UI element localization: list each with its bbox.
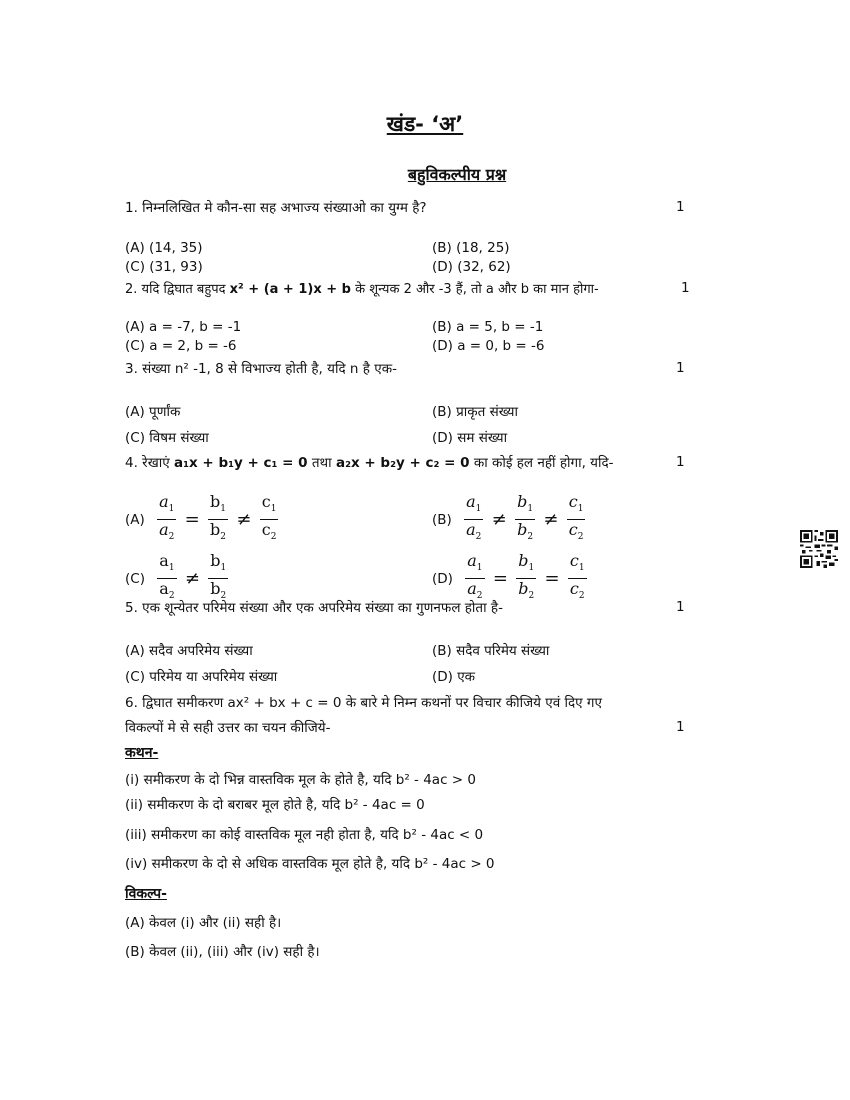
question-2-text-pre: 2. यदि द्विघात बहुपद — [125, 282, 230, 297]
q6-option-a: (A) केवल (i) और (ii) सही है। — [125, 915, 282, 931]
question-4-marks: 1 — [676, 454, 685, 470]
q4-option-a — [125, 492, 278, 547]
q5-option-a: (A) सदैव अपरिमेय संख्या — [125, 643, 253, 659]
fraction-a1-a2: $\frac{a_1}{a_2}$ — [466, 492, 482, 543]
q5-option-c: (C) परिमेय या अपरिमेय संख्या — [125, 669, 278, 685]
not-equals-sign: ≠ — [184, 568, 200, 590]
equals-sign: = — [184, 509, 200, 531]
section-subtitle: बहुविकल्पीय प्रश्न — [407, 165, 507, 184]
question-4 — [125, 453, 614, 471]
question-6-marks: 1 — [676, 719, 685, 735]
question-2-text-post: के शून्यक 2 और -3 हैं, तो a और b का मान होगा- — [350, 282, 599, 297]
question-4-text-post: का कोई हल नहीं होगा, यदि- — [469, 455, 614, 471]
fraction-c1-c2: $\frac{c_1}{c_2}$ — [569, 551, 585, 602]
statement-iii: (iii) समीकरण का कोई वास्तविक मूल नही होता है, यदि b² - 4ac < 0 — [125, 827, 484, 843]
q5-option-b: (B) सदैव परिमेय संख्या — [432, 643, 550, 659]
options-heading: विकल्प- — [125, 886, 167, 902]
q4-option-a-label: (A) — [125, 511, 145, 528]
q2-option-c: (C) a = 2, b = -6 — [125, 338, 237, 354]
q3-option-d: (D) सम संख्या — [432, 430, 508, 446]
not-equals-sign: ≠ — [491, 509, 507, 531]
fraction-c1-c2: $\frac{c_1}{c_2}$ — [261, 492, 277, 543]
fraction-b1-b2: $\frac{b_1}{b_2}$ — [517, 492, 534, 543]
question-4-text-mid: तथा — [307, 455, 336, 471]
question-3: 3. संख्या n² -1, 8 से विभाज्य होती है, यदि n है एक- — [125, 361, 397, 377]
fraction-c1-c2: $\frac{c_1}{c_2}$ — [568, 492, 584, 543]
fraction-a1-a2: $\frac{a_1}{a_2}$ — [467, 551, 483, 602]
question-5-marks: 1 — [676, 599, 685, 615]
question-4-line-2: a₂x + b₂y + c₂ = 0 — [335, 455, 470, 471]
q6-option-b: (B) केवल (ii), (iii) और (iv) सही है। — [125, 944, 320, 960]
fraction-a1-a2: $\frac{a_1}{a_2}$ — [159, 551, 175, 602]
question-1: 1. निम्नलिखित मे कौन-सा सह अभाज्य संख्याओ का युग्म है? — [125, 200, 427, 216]
question-2-polynomial: x² + (a + 1)x + b — [229, 282, 351, 297]
q2-option-b: (B) a = 5, b = -1 — [432, 319, 544, 335]
question-6-line-2: विकल्पों मे से सही उत्तर का चयन कीजिये- — [125, 720, 331, 736]
question-3-marks: 1 — [676, 360, 685, 376]
equals-sign: = — [492, 568, 508, 590]
statement-iv: (iv) समीकरण के दो से अधिक वास्तविक मूल होते है, यदि b² - 4ac > 0 — [125, 856, 495, 872]
q2-option-a: (A) a = -7, b = -1 — [125, 319, 242, 335]
qr-code-icon — [800, 530, 838, 568]
question-4-line-1: a₁x + b₁y + c₁ = 0 — [174, 455, 308, 471]
fraction-b1-b2: $\frac{b_1}{b_2}$ — [210, 492, 227, 543]
q3-option-a: (A) पूर्णांक — [125, 404, 181, 420]
q3-option-b: (B) प्राकृत संख्या — [432, 404, 518, 420]
fraction-b1-b2: $\frac{b_1}{b_2}$ — [210, 551, 227, 602]
fraction-b1-b2: $\frac{b_1}{b_2}$ — [518, 551, 535, 602]
statements-heading: कथन- — [125, 745, 159, 761]
statement-i: (i) समीकरण के दो भिन्न वास्तविक मूल के होते है, यदि b² - 4ac > 0 — [125, 772, 476, 788]
q1-option-c: (C) (31, 93) — [125, 259, 203, 275]
not-equals-sign: ≠ — [543, 509, 559, 531]
q1-option-b: (B) (18, 25) — [432, 240, 510, 256]
question-2-marks: 1 — [681, 280, 690, 296]
q4-option-d-label: (D) — [432, 570, 453, 587]
question-1-marks: 1 — [676, 199, 685, 215]
q4-option-c-label: (C) — [125, 570, 145, 587]
question-6-line-1: 6. द्विघात समीकरण ax² + bx + c = 0 के बारे मे निम्न कथनों पर विचार कीजिये एवं दिए गए — [125, 695, 602, 711]
q2-option-d: (D) a = 0, b = -6 — [432, 338, 545, 354]
not-equals-sign: ≠ — [236, 509, 252, 531]
q5-option-d: (D) एक — [432, 669, 476, 685]
question-5: 5. एक शून्येतर परिमेय संख्या और एक अपरिमेय संख्या का गुणनफल होता है- — [125, 600, 503, 616]
question-4-text-pre: 4. रेखाएं — [125, 455, 174, 471]
q4-option-b-label: (B) — [432, 511, 452, 528]
statement-ii: (ii) समीकरण के दो बराबर मूल होते है, यदि b² - 4ac = 0 — [125, 797, 425, 813]
q1-option-d: (D) (32, 62) — [432, 259, 511, 275]
equals-sign: = — [544, 568, 560, 590]
question-2 — [125, 279, 599, 297]
q1-option-a: (A) (14, 35) — [125, 240, 203, 256]
fraction-a1-a2: $\frac{a_1}{a_2}$ — [159, 492, 175, 543]
q3-option-c: (C) विषम संख्या — [125, 430, 209, 446]
q4-option-b — [432, 492, 585, 547]
section-title: खंड- ‘अ’ — [386, 112, 464, 136]
